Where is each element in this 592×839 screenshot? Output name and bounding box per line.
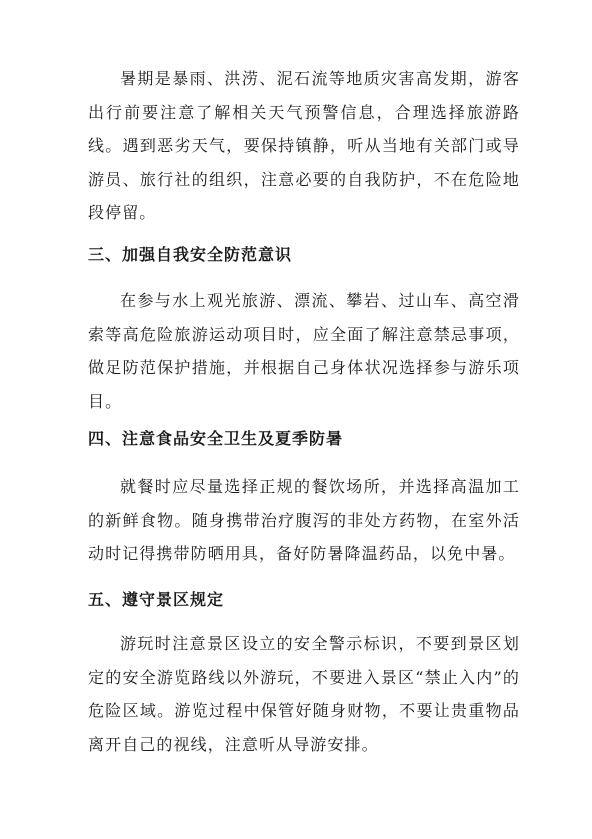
paragraph-food-and-heatstroke: 就餐时应尽量选择正规的餐饮场所，并选择高温加工的新鲜食物。随身携带治疗腹泻的非处方药物，在室外活动时记得携带防晒用具，备好防暑降温药品，以免中暑。 [88,477,520,563]
section-heading-food-safety: 四、注意食品安全卫生及夏季防暑 [88,429,344,448]
section-heading-self-safety: 三、加强自我安全防范意识 [88,245,293,264]
paragraph-high-risk-activities: 在参与水上观光旅游、漂流、攀岩、过山车、高空滑索等高危险旅游运动项目时，应全面了解注意禁忌事项，做足防范保护措施，并根据自己身体状况选择参与游乐项目。 [88,291,520,411]
section-heading-scenic-rules: 五、遵守景区规定 [88,590,225,609]
paragraph-weather-safety: 暑期是暴雨、洪涝、泥石流等地质灾害高发期，游客出行前要注意了解相关天气预警信息，合理选择旅游路线。遇到恶劣天气，要保持镇静，听从当地有关部门或导游员、旅行社的组织，注意必要的自我防护，不在危险地段停留。 [88,69,520,222]
paragraph-scenic-area-rules: 游玩时注意景区设立的安全警示标识，不要到景区划定的安全游览路线以外游玩，不要进入景区“禁止入内”的危险区域。游览过程中保管好随身财物，不要让贵重物品离开自己的视线，注意听从导游安排。 [88,634,520,754]
